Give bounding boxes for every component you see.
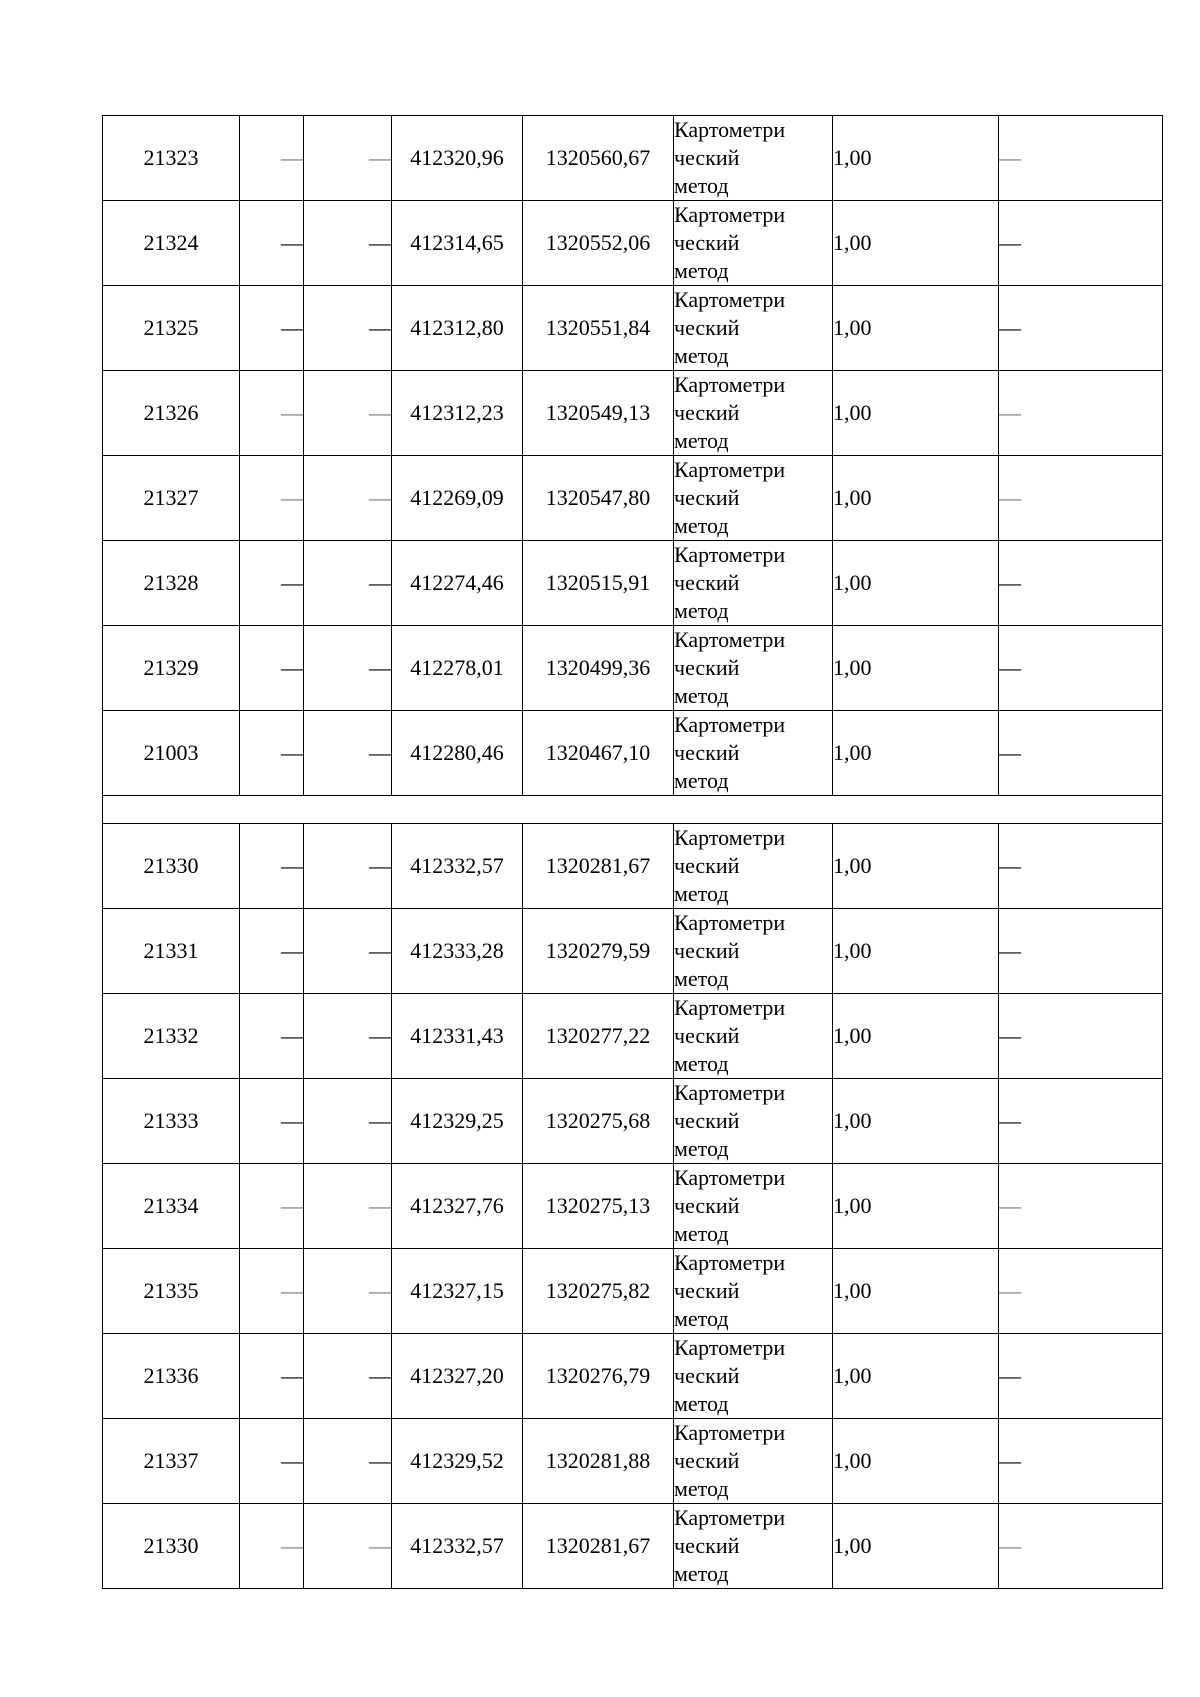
method-line: ческий [674,655,740,680]
coordinate-y: 1320281,67 [523,1504,674,1589]
empty-dash-2: — [304,1249,392,1334]
accuracy-value: 1,00 [833,1249,999,1334]
accuracy-value: 1,00 [833,994,999,1079]
table-row [103,201,1163,286]
point-number: 21332 [103,994,240,1079]
accuracy-value: 1,00 [833,1419,999,1504]
method-line: Картометри [674,712,786,737]
table-row [103,371,1163,456]
table-row [103,1164,1163,1249]
empty-dash-2: — [304,711,392,796]
method-line: Картометри [674,287,786,312]
coordinate-y: 1320277,22 [523,994,674,1079]
table-row [103,711,1163,796]
method-cell [674,1079,833,1164]
point-number: 21324 [103,201,240,286]
empty-dash-2: — [304,541,392,626]
coordinate-x: 412327,76 [392,1164,523,1249]
method-line: метод [674,1136,729,1161]
point-number: 21337 [103,1419,240,1504]
method-line: метод [674,1306,729,1331]
coordinate-x: 412327,15 [392,1249,523,1334]
coordinate-x: 412332,57 [392,824,523,909]
method-line: ческий [674,1023,740,1048]
method-line: Картометри [674,372,786,397]
empty-dash-last: — [999,201,1163,286]
point-number: 21003 [103,711,240,796]
point-number: 21329 [103,626,240,711]
accuracy-value: 1,00 [833,286,999,371]
empty-dash-1: — [240,711,304,796]
separator-cell [103,796,1163,824]
coordinate-y: 1320499,36 [523,626,674,711]
method-line: метод [674,1051,729,1076]
accuracy-value: 1,00 [833,1334,999,1419]
empty-dash-last: — [999,286,1163,371]
method-cell [674,541,833,626]
empty-dash-1: — [240,1164,304,1249]
coordinate-y: 1320276,79 [523,1334,674,1419]
method-cell [674,1249,833,1334]
empty-dash-2: — [304,116,392,201]
method-line: Картометри [674,995,786,1020]
empty-dash-1: — [240,201,304,286]
method-line: ческий [674,740,740,765]
accuracy-value: 1,00 [833,1164,999,1249]
empty-dash-last: — [999,541,1163,626]
method-line: метод [674,1221,729,1246]
empty-dash-2: — [304,626,392,711]
accuracy-value: 1,00 [833,909,999,994]
method-line: Картометри [674,1250,786,1275]
point-number: 21328 [103,541,240,626]
empty-dash-1: — [240,1419,304,1504]
method-line: метод [674,173,729,198]
empty-dash-last: — [999,1504,1163,1589]
empty-dash-last: — [999,711,1163,796]
table-row [103,456,1163,541]
point-number: 21331 [103,909,240,994]
method-line: ческий [674,315,740,340]
accuracy-value: 1,00 [833,456,999,541]
method-cell [674,824,833,909]
coordinate-x: 412332,57 [392,1504,523,1589]
method-line: метод [674,343,729,368]
accuracy-value: 1,00 [833,371,999,456]
accuracy-value: 1,00 [833,711,999,796]
coordinate-y: 1320281,88 [523,1419,674,1504]
empty-dash-1: — [240,116,304,201]
coordinate-x: 412327,20 [392,1334,523,1419]
coordinate-y: 1320552,06 [523,201,674,286]
table-row [103,626,1163,711]
coordinate-y: 1320275,13 [523,1164,674,1249]
method-line: ческий [674,400,740,425]
method-cell [674,1504,833,1589]
method-line: ческий [674,938,740,963]
empty-dash-1: — [240,1249,304,1334]
empty-dash-1: — [240,371,304,456]
accuracy-value: 1,00 [833,1079,999,1164]
accuracy-value: 1,00 [833,201,999,286]
table-row [103,1079,1163,1164]
point-number: 21323 [103,116,240,201]
method-cell [674,286,833,371]
section-separator-row [103,796,1163,824]
method-line: ческий [674,1278,740,1303]
coordinate-x: 412314,65 [392,201,523,286]
coordinate-y: 1320547,80 [523,456,674,541]
point-number: 21330 [103,1504,240,1589]
coordinate-y: 1320281,67 [523,824,674,909]
method-line: метод [674,881,729,906]
coordinate-y: 1320515,91 [523,541,674,626]
empty-dash-2: — [304,1504,392,1589]
point-number: 21326 [103,371,240,456]
empty-dash-2: — [304,201,392,286]
method-line: Картометри [674,910,786,935]
method-line: Картометри [674,1165,786,1190]
empty-dash-1: — [240,1504,304,1589]
empty-dash-1: — [240,626,304,711]
empty-dash-last: — [999,456,1163,541]
method-cell [674,994,833,1079]
coordinates-table [102,115,1163,1589]
table-row [103,824,1163,909]
method-line: Картометри [674,1080,786,1105]
empty-dash-last: — [999,1334,1163,1419]
method-line: ческий [674,853,740,878]
method-cell [674,711,833,796]
method-line: метод [674,966,729,991]
accuracy-value: 1,00 [833,626,999,711]
method-line: ческий [674,570,740,595]
empty-dash-1: — [240,994,304,1079]
empty-dash-1: — [240,824,304,909]
empty-dash-last: — [999,824,1163,909]
coordinate-x: 412333,28 [392,909,523,994]
table-row [103,909,1163,994]
method-line: Картометри [674,457,786,482]
method-line: Картометри [674,117,786,142]
table-row [103,116,1163,201]
empty-dash-2: — [304,909,392,994]
method-line: метод [674,1391,729,1416]
empty-dash-last: — [999,116,1163,201]
coordinate-x: 412329,25 [392,1079,523,1164]
empty-dash-last: — [999,626,1163,711]
method-cell [674,1164,833,1249]
accuracy-value: 1,00 [833,824,999,909]
method-line: метод [674,768,729,793]
method-line: метод [674,683,729,708]
empty-dash-last: — [999,994,1163,1079]
method-line: ческий [674,485,740,510]
point-number: 21333 [103,1079,240,1164]
method-cell [674,201,833,286]
empty-dash-1: — [240,1334,304,1419]
point-number: 21325 [103,286,240,371]
point-number: 21327 [103,456,240,541]
coordinate-y: 1320279,59 [523,909,674,994]
empty-dash-last: — [999,1419,1163,1504]
empty-dash-last: — [999,371,1163,456]
empty-dash-1: — [240,456,304,541]
coordinate-x: 412274,46 [392,541,523,626]
method-cell [674,1334,833,1419]
table-row [103,286,1163,371]
method-line: Картометри [674,627,786,652]
empty-dash-2: — [304,1164,392,1249]
table-row [103,1249,1163,1334]
coordinate-x: 412320,96 [392,116,523,201]
method-cell [674,626,833,711]
method-line: метод [674,1561,729,1586]
coordinate-x: 412331,43 [392,994,523,1079]
coordinate-x: 412329,52 [392,1419,523,1504]
coordinate-x: 412269,09 [392,456,523,541]
empty-dash-2: — [304,1419,392,1504]
table-row [103,994,1163,1079]
method-line: ческий [674,1448,740,1473]
method-line: ческий [674,230,740,255]
coordinates-table-body [103,116,1163,1589]
coordinate-y: 1320549,13 [523,371,674,456]
empty-dash-1: — [240,1079,304,1164]
accuracy-value: 1,00 [833,1504,999,1589]
coordinate-y: 1320467,10 [523,711,674,796]
method-line: Картометри [674,542,786,567]
point-number: 21330 [103,824,240,909]
method-line: Картометри [674,825,786,850]
coordinate-x: 412312,80 [392,286,523,371]
method-line: ческий [674,1363,740,1388]
method-line: ческий [674,1193,740,1218]
table-row [103,1504,1163,1589]
method-cell [674,116,833,201]
empty-dash-last: — [999,1079,1163,1164]
method-line: метод [674,1476,729,1501]
method-line: Картометри [674,1420,786,1445]
coordinate-x: 412312,23 [392,371,523,456]
accuracy-value: 1,00 [833,116,999,201]
point-number: 21335 [103,1249,240,1334]
method-cell [674,371,833,456]
point-number: 21334 [103,1164,240,1249]
method-line: метод [674,428,729,453]
empty-dash-2: — [304,1334,392,1419]
empty-dash-2: — [304,286,392,371]
empty-dash-2: — [304,456,392,541]
empty-dash-1: — [240,286,304,371]
empty-dash-2: — [304,824,392,909]
empty-dash-last: — [999,1164,1163,1249]
point-number: 21336 [103,1334,240,1419]
method-line: метод [674,598,729,623]
empty-dash-2: — [304,371,392,456]
table-row [103,1419,1163,1504]
coordinate-y: 1320275,68 [523,1079,674,1164]
accuracy-value: 1,00 [833,541,999,626]
empty-dash-last: — [999,909,1163,994]
empty-dash-2: — [304,1079,392,1164]
method-cell [674,456,833,541]
method-line: ческий [674,1533,740,1558]
method-line: метод [674,513,729,538]
method-cell [674,1419,833,1504]
method-cell [674,909,833,994]
method-line: метод [674,258,729,283]
empty-dash-1: — [240,909,304,994]
empty-dash-last: — [999,1249,1163,1334]
coordinate-x: 412280,46 [392,711,523,796]
coordinate-x: 412278,01 [392,626,523,711]
table-row [103,1334,1163,1419]
coordinate-y: 1320275,82 [523,1249,674,1334]
method-line: Картометри [674,1505,786,1530]
table-row [103,541,1163,626]
empty-dash-2: — [304,994,392,1079]
method-line: Картометри [674,202,786,227]
method-line: ческий [674,1108,740,1133]
empty-dash-1: — [240,541,304,626]
method-line: Картометри [674,1335,786,1360]
method-line: ческий [674,145,740,170]
coordinate-y: 1320551,84 [523,286,674,371]
coordinate-y: 1320560,67 [523,116,674,201]
